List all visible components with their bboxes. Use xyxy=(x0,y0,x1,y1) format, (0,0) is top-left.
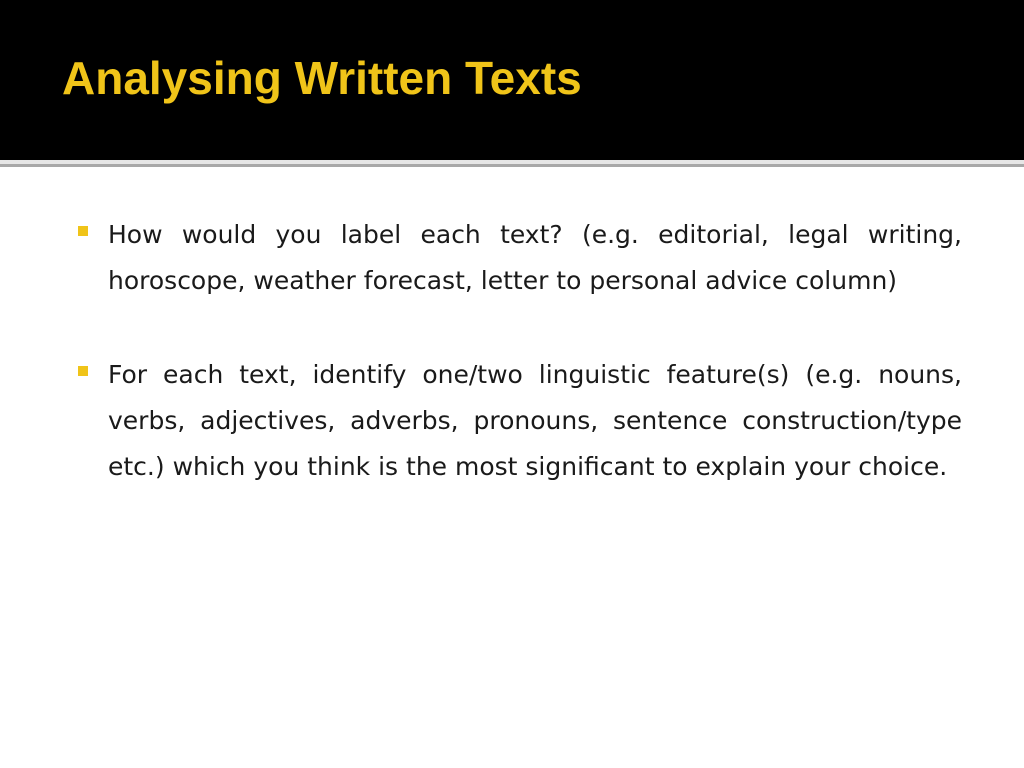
title-divider-dark xyxy=(0,164,1024,167)
square-bullet-icon xyxy=(78,366,88,376)
slide-title: Analysing Written Texts xyxy=(62,52,582,104)
bullet-item-linguistic-features xyxy=(70,352,962,490)
title-bar xyxy=(0,0,1024,160)
bullet-text: For each text, identify one/two linguistic feature(s) (e.g. nouns, verbs, adjectives, adverbs, pronouns, sentence construction/type etc.) which you think is the most significant to explain your choice. xyxy=(108,360,962,481)
bullet-list xyxy=(70,212,962,538)
bullet-item-labeling xyxy=(70,212,962,304)
square-bullet-icon xyxy=(78,226,88,236)
bullet-text: How would you label each text? (e.g. editorial, legal writing, horoscope, weather forecast, letter to personal advice column) xyxy=(108,220,962,295)
